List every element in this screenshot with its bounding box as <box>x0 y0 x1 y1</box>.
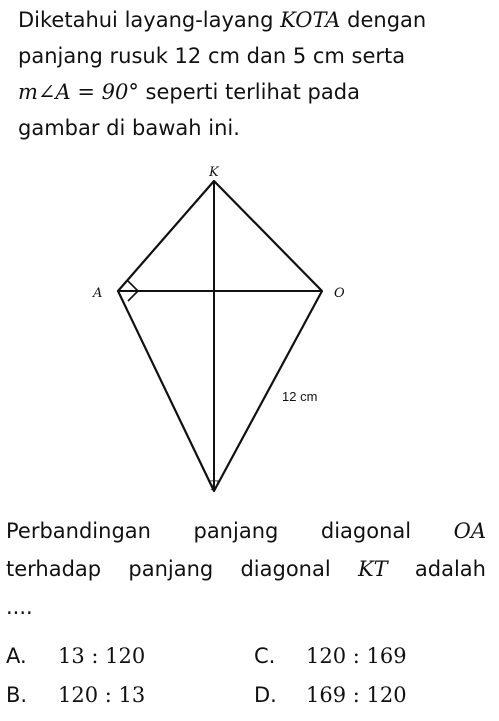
option-key: B. <box>6 683 28 707</box>
option-a[interactable] <box>6 641 145 671</box>
option-c[interactable] <box>254 641 407 671</box>
option-key: A. <box>6 644 27 668</box>
intro-line-1 <box>18 2 488 38</box>
question-line-3: .... <box>6 595 33 619</box>
kite-name: KOTA <box>280 8 341 32</box>
intro-line-3 <box>18 74 488 110</box>
intro-line-2: panjang rusuk 12 cm dan 5 cm serta <box>18 44 406 68</box>
kite-outline <box>118 181 322 491</box>
diagonal-oa-name: OA <box>453 519 486 543</box>
option-d[interactable] <box>254 680 407 710</box>
intro-text: Diketahui layang-layang <box>18 8 281 32</box>
option-value: 169 : 120 <box>306 683 407 707</box>
intro-text: seperti terlihat pada <box>138 80 360 104</box>
vertex-t-label: T <box>209 479 218 494</box>
question-line-2 <box>6 550 486 588</box>
vertex-k-label: K <box>209 165 219 180</box>
question-line-1 <box>6 512 486 550</box>
angle-condition: m∠A = 90° <box>18 80 139 104</box>
kite-diagram <box>0 158 499 503</box>
option-value: 13 : 120 <box>58 644 146 668</box>
option-value: 120 : 13 <box>58 683 146 707</box>
option-key: C. <box>254 644 276 668</box>
vertex-a-label: A <box>93 286 103 301</box>
option-b[interactable] <box>6 680 145 710</box>
question-text: adalah <box>387 557 486 581</box>
vertex-o-label: O <box>334 286 345 301</box>
problem-statement <box>18 2 488 146</box>
side-length-label: 12 cm <box>282 389 318 404</box>
question-text: terhadap panjang diagonal <box>6 557 358 581</box>
intro-text: dengan <box>340 8 427 32</box>
intro-line-4: gambar di bawah ini. <box>18 116 240 140</box>
diagonal-kt-name: KT <box>357 557 388 581</box>
kite-figure <box>0 158 499 503</box>
option-value: 120 : 169 <box>306 644 407 668</box>
option-key: D. <box>254 683 277 707</box>
question-text: Perbandingan panjang diagonal <box>6 519 454 543</box>
